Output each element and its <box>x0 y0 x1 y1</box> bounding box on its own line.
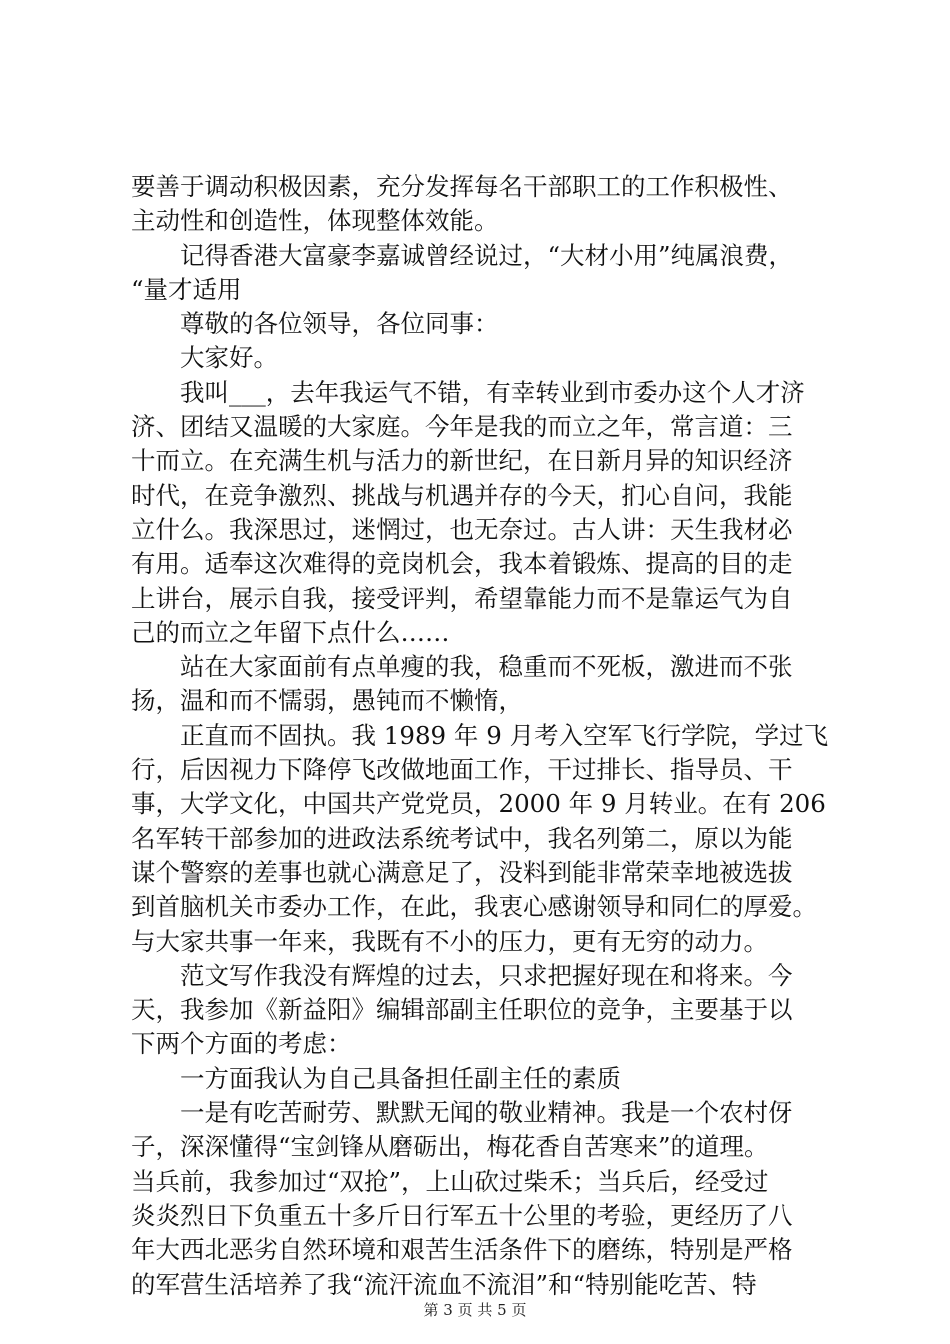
text-line: 一是有吃苦耐劳、默默无闻的敬业精神。我是一个农村伢 <box>131 1098 793 1128</box>
text-line: 炎炎烈日下负重五十多斤日行军五十公里的考验，更经历了八 <box>131 1200 793 1230</box>
text-line: “量才适用 <box>131 274 242 304</box>
text-line: 主动性和创造性，体现整体效能。 <box>131 206 499 236</box>
text-line: 记得香港大富豪李嘉诚曾经说过，“大材小用”纯属浪费， <box>131 240 794 270</box>
text-line: 与大家共事一年来，我既有不小的压力，更有无穷的动力。 <box>131 926 768 956</box>
text-line: 的军营生活培养了我“流汗流血不流泪”和“特别能吃苦、特 <box>131 1269 757 1299</box>
text-line: 立什么。我深思过，迷惘过，也无奈过。古人讲：天生我材必 <box>131 514 793 544</box>
text-line: 到首脑机关市委办工作，在此，我衷心感谢领导和同仁的厚爱。 <box>131 892 817 922</box>
page-footer: 第 3 页 共 5 页 <box>423 1301 527 1319</box>
text-line: 尊敬的各位领导，各位同事： <box>131 309 499 339</box>
text-line: 正直而不固执。我 1989 年 9 月考入空军飞行学院，学过飞 <box>131 720 829 750</box>
text-line: 大家好。 <box>131 343 278 373</box>
text-line: 十而立。在充满生机与活力的新世纪，在日新月异的知识经济 <box>131 446 793 476</box>
text-line: 济、团结又温暖的大家庭。今年是我的而立之年，常言道：三 <box>131 412 793 442</box>
text-line: 行，后因视力下降停飞改做地面工作，干过排长、指导员、干 <box>131 755 793 785</box>
text-line: 谋个警察的差事也就心满意足了，没料到能非常荣幸地被选拔 <box>131 857 793 887</box>
text-line: 有用。适奉这次难得的竞岗机会，我本着锻炼、提高的目的走 <box>131 549 793 579</box>
text-line: 要善于调动积极因素，充分发挥每名干部职工的工作积极性、 <box>131 172 793 201</box>
text-line: 事，大学文化，中国共产党党员，2000 年 9 月转业。在有 206 <box>131 789 826 819</box>
document-body <box>131 170 831 1302</box>
text-line: 范文写作我没有辉煌的过去，只求把握好现在和将来。今 <box>131 960 793 990</box>
text-line: 我叫___，去年我运气不错，有幸转业到市委办这个人才济 <box>131 377 805 407</box>
text-line: 子，深深懂得“宝剑锋从磨砺出，梅花香自苦寒来”的道理。 <box>131 1132 769 1162</box>
text-line: 名军转干部参加的进政法系统考试中，我名列第二，原以为能 <box>131 823 793 853</box>
text-line: 年大西北恶劣自然环境和艰苦生活条件下的磨练，特别是严格 <box>131 1235 793 1265</box>
text-line: 上讲台，展示自我，接受评判，希望靠能力而不是靠运气为自 <box>131 583 793 613</box>
text-line: 当兵前，我参加过“双抢”，上山砍过柴禾；当兵后，经受过 <box>131 1166 769 1196</box>
text-line: 下两个方面的考虑： <box>131 1029 352 1059</box>
text-line: 天，我参加《新益阳》编辑部副主任职位的竞争，主要基于以 <box>131 995 793 1025</box>
text-line: 站在大家面前有点单瘦的我，稳重而不死板，激进而不张 <box>131 652 793 682</box>
text-line: 扬，温和而不懦弱，愚钝而不懒惰， <box>131 686 523 716</box>
text-line: 一方面我认为自己具备担任副主任的素质 <box>131 1063 621 1093</box>
text-line: 时代，在竞争激烈、挑战与机遇并存的今天，扪心自问，我能 <box>131 480 793 510</box>
text-line: 己的而立之年留下点什么…… <box>131 617 450 647</box>
